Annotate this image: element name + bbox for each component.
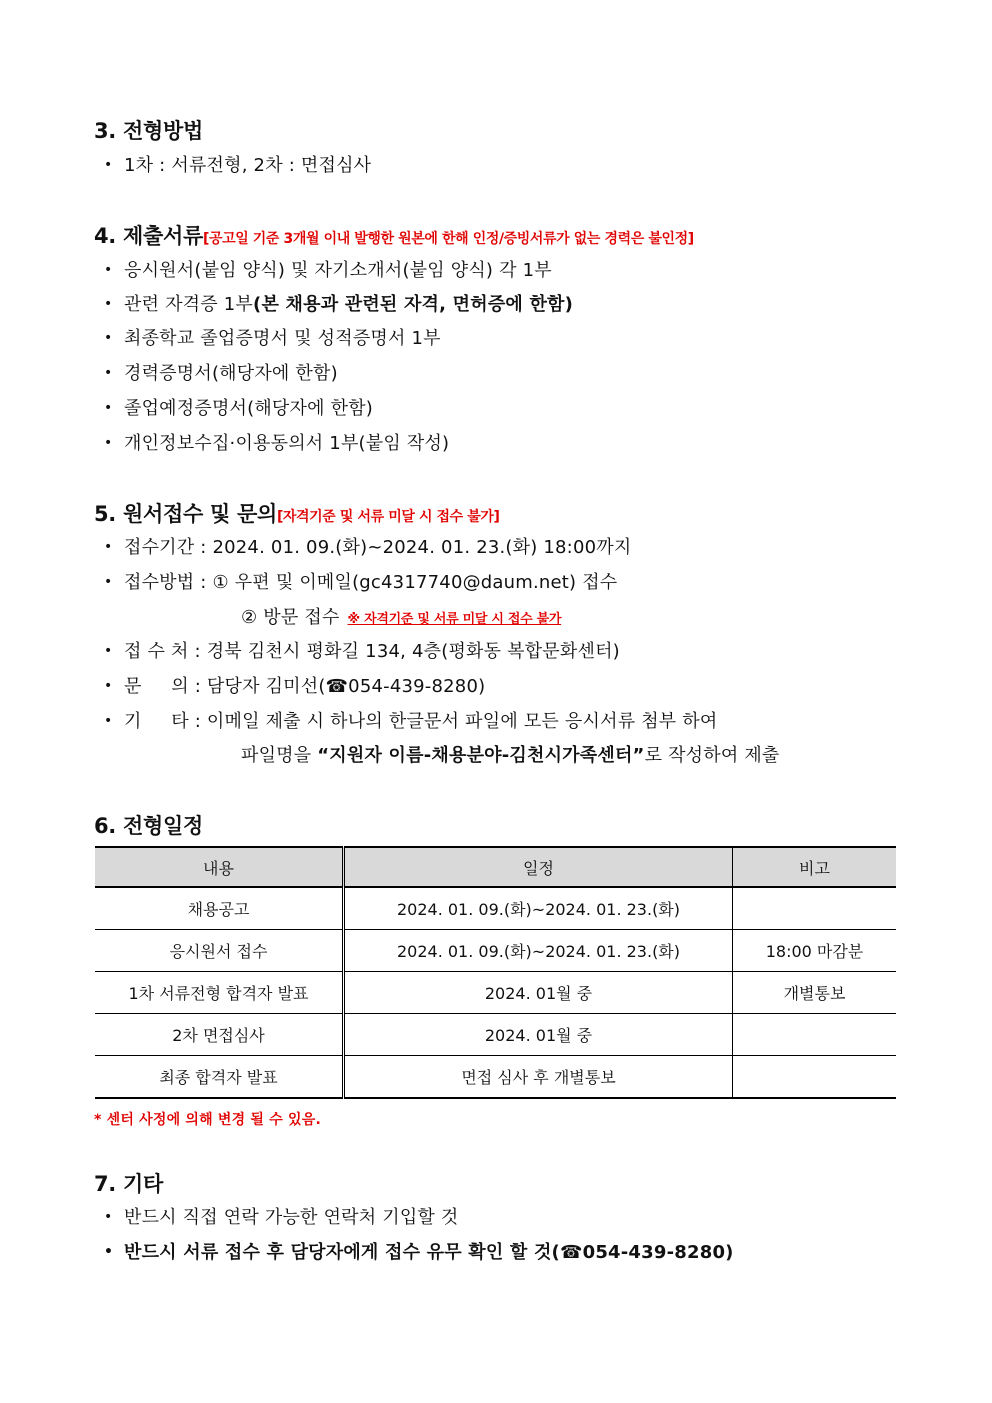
cell-content: 2차 면접심사 <box>95 1014 344 1056</box>
cell-content: 최종 합격자 발표 <box>95 1056 344 1099</box>
contact-item: • 문 의 : 담당자 김미선(☎054-439-8280) <box>104 676 486 697</box>
table-row <box>95 930 896 972</box>
section-5-title: 5. 원서접수 및 문의[자격기준 및 서류 미달 시 접수 불가] <box>94 502 500 526</box>
license-note: (본 채용과 관련된 자격, 면허증에 한함) <box>253 294 574 315</box>
cell-schedule: 2024. 01월 중 <box>344 1014 733 1056</box>
cell-remark <box>733 1014 897 1056</box>
etc-item: • 기 타 : 이메일 제출 시 하나의 한글문서 파일에 모든 응시서류 첨부 하여 <box>104 711 718 732</box>
bullet-icon: • <box>104 296 113 312</box>
cell-content: 채용공고 <box>95 887 344 930</box>
header-remark: 비고 <box>733 847 897 887</box>
etc-filename: 파일명을 “지원자 이름-채용분야-김천시가족센터”로 작성하여 제출 <box>241 745 780 766</box>
bullet-icon: • <box>104 435 113 451</box>
schedule-table <box>95 846 896 1099</box>
section-4-item: • 최종학교 졸업증명서 및 성적증명서 1부 <box>104 328 441 349</box>
cell-schedule: 2024. 01월 중 <box>344 972 733 1014</box>
cell-schedule: 면접 심사 후 개별통보 <box>344 1056 733 1099</box>
method-visit: ② 방문 접수 ※ 자격기준 및 서류 미달 시 접수 불가 <box>241 607 562 628</box>
method-visit-note: ※ 자격기준 및 서류 미달 시 접수 불가 <box>347 612 562 627</box>
place-item: • 접 수 처 : 경북 김천시 평화길 134, 4층(평화동 복합문화센터) <box>104 641 620 662</box>
section-7-title: 7. 기타 <box>94 1172 163 1196</box>
bullet-icon: • <box>104 1244 114 1260</box>
schedule-footnote: * 센터 사정에 의해 변경 될 수 있음. <box>94 1112 321 1128</box>
period-item: • 접수기간 : 2024. 01. 09.(화)~2024. 01. 23.(화) 18:00까지 <box>104 537 632 558</box>
cell-schedule: 2024. 01. 09.(화)~2024. 01. 23.(화) <box>344 930 733 972</box>
section-6-title: 6. 전형일정 <box>94 814 203 838</box>
bullet-icon: • <box>104 643 113 659</box>
table-row <box>95 1056 896 1099</box>
section-4-note: [공고일 기준 3개월 이내 발행한 원본에 한해 인정/증빙서류가 없는 경력은 불인정] <box>202 231 694 247</box>
cell-remark <box>733 887 897 930</box>
section-4-item: • 응시원서(붙임 양식) 및 자기소개서(붙임 양식) 각 1부 <box>104 260 552 281</box>
bullet-icon: • <box>104 365 113 381</box>
bullet-icon: • <box>104 713 113 729</box>
section-4-item: • 관련 자격증 1부(본 채용과 관련된 자격, 면허증에 한함) <box>104 294 574 315</box>
method-item: • 접수방법 : ① 우편 및 이메일(gc4317740@daum.net) 접수 <box>104 572 618 593</box>
section-4-item: • 졸업예정증명서(해당자에 한함) <box>104 398 374 419</box>
bullet-icon: • <box>104 262 113 278</box>
section-4-item: • 경력증명서(해당자에 한함) <box>104 363 338 384</box>
cell-content: 응시원서 접수 <box>95 930 344 972</box>
bullet-icon: • <box>104 157 113 173</box>
section-4-title: 4. 제출서류[공고일 기준 3개월 이내 발행한 원본에 한해 인정/증빙서류가 없는 경력은 불인정] <box>94 224 694 248</box>
section-3-item: • 1차 : 서류전형, 2차 : 면접심사 <box>104 155 372 176</box>
section-4-item: • 개인정보수집·이용동의서 1부(붙임 작성) <box>104 433 450 454</box>
bullet-icon: • <box>104 539 113 555</box>
filename-format: “지원자 이름-채용분야-김천시가족센터” <box>317 745 645 766</box>
section-7-item: • 반드시 직접 연락 가능한 연락처 기입할 것 <box>104 1207 459 1228</box>
section-7-item: • 반드시 서류 접수 후 담당자에게 접수 유무 확인 할 것(☎054-439-8280) <box>104 1242 734 1263</box>
cell-remark: 18:00 마감분 <box>733 930 897 972</box>
cell-remark <box>733 1056 897 1099</box>
bullet-icon: • <box>104 400 113 416</box>
table-row <box>95 1014 896 1056</box>
cell-schedule: 2024. 01. 09.(화)~2024. 01. 23.(화) <box>344 887 733 930</box>
cell-remark: 개별통보 <box>733 972 897 1014</box>
table-row <box>95 887 896 930</box>
section-5-note: [자격기준 및 서류 미달 시 접수 불가] <box>276 509 500 525</box>
bullet-icon: • <box>104 574 113 590</box>
section-3-title: 3. 전형방법 <box>94 119 203 143</box>
table-row <box>95 972 896 1014</box>
header-schedule: 일정 <box>344 847 733 887</box>
bullet-icon: • <box>104 1209 113 1225</box>
bullet-icon: • <box>104 678 113 694</box>
bullet-icon: • <box>104 330 113 346</box>
table-header-row <box>95 847 896 887</box>
header-content: 내용 <box>95 847 344 887</box>
cell-content: 1차 서류전형 합격자 발표 <box>95 972 344 1014</box>
